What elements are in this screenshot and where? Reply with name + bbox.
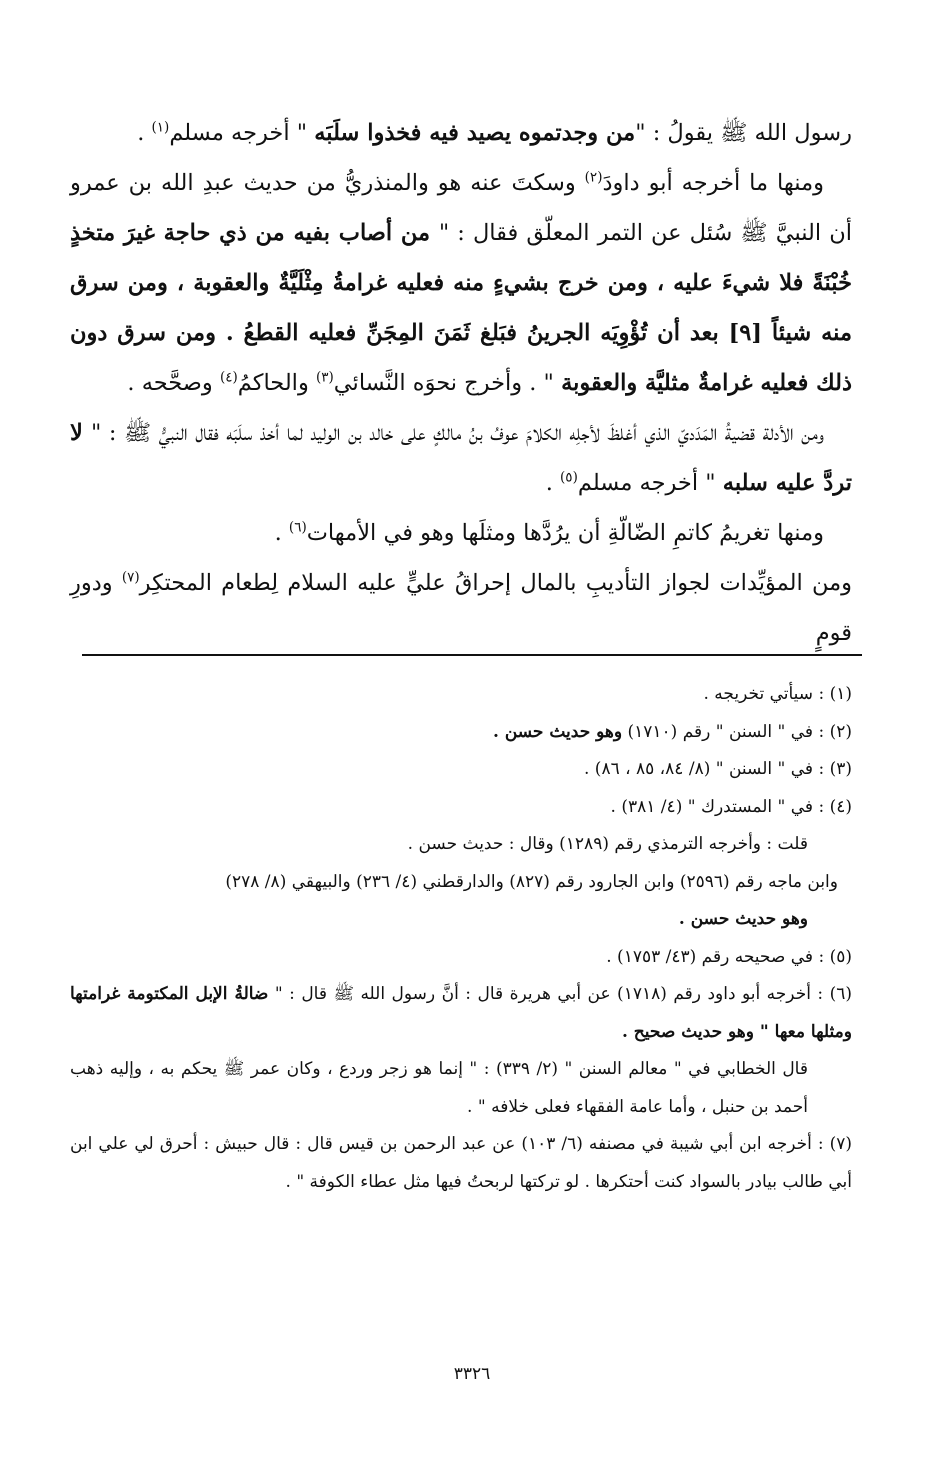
hadith-quote: من أصاب بفيه من ذي حاجة غيرَ متخذٍ خُبْنَةً فلا شيءَ عليه ، ومن خرج بشيءٍ منه فعليه غرامةُ مِثْلَيَّةٌ والعقوبة ، ومن سرق منه شيئاً [٩] بعد أن تُؤْوِيَه الجرينُ فبَلغ ثَمَنَ المِجَنِّ فعليه القطعُ . ومن سرق دون ذلك فعليه غرامةٌ مثليَّة والعقوبة — [70, 220, 852, 396]
footnote-6-note: قال الخطابي في " معالم السنن " (٢/ ٣٣٩) : " إنما هو زجر وردع ، وكان عمر ﷺ يحكم به ، وإليه ذهب أحمد بن حنبل ، وأما عامة الفقهاء فعلى خلافه " . — [70, 1059, 808, 1117]
main-text — [70, 108, 852, 658]
paragraph-3: ومن الأدلة قضيةُ المَدَديّ الذي أغلظَ لأجلِه الكلامَ عوفُ بنُ مالكٍ على خالد بن الوليد لما أخذ سلَبَه فقال النبيُّ ﷺ : " لا تردَّ عليه سلبه " أخرجه مسلم$^{(٥)}$ . — [70, 420, 852, 496]
footnote-4: (٤) : في " المستدرك " (٤/ ٣٨١) . — [610, 796, 852, 817]
footnote-ref[interactable]: (٦) — [288, 519, 307, 536]
footnote-separator — [82, 654, 862, 656]
footnote-ref[interactable]: (٧) — [121, 569, 140, 586]
footnote-6: (٦) : أخرجه أبو داود رقم (١٧١٨) عن أبي هريرة قال : أنَّ رسول الله ﷺ قال : " ضالةُ الإبل المكتومة غرامتها ومثلها معها " وهو حديث صحيح . — [70, 984, 852, 1042]
paragraph-5: ومن المؤيِّدات لجواز التأديبِ بالمال إحراقُ عليٍّ عليه السلام لِطعام المحتكِر$^{(٧)}$ ودورِ قومٍ — [70, 569, 852, 646]
paragraph-2: ومنها ما أخرجه أبو داودَ$^{(٢)}$ وسكتَ عنه هو والمنذريُّ من حديث عبدِ الله بن عمرو أن النبيَّ ﷺ سُئل عن التمر المعلّق فقال : " من أصاب بفيه من ذي حاجة غيرَ متخذٍ خُبْنَةً فلا شيءَ عليه ، ومن خرج بشيءٍ منه فعليه غرامةُ مِثْلَيَّةٌ والعقوبة ، ومن سرق منه شيئاً [٩] بعد أن تُؤْوِيَه الجرينُ فبَلغ ثَمَنَ المِجَنِّ فعليه القطعُ . ومن سرق دون ذلك فعليه غرامةٌ مثليَّة والعقوبة " . وأخرج نحوَه النَّسائي$^{(٣)}$ والحاكمُ$^{(٤)}$ وصحَّحه . — [70, 169, 852, 396]
footnote-3: (٣) : في " السنن " (٨/ ٨٤، ٨٥ ، ٨٦) . — [584, 759, 852, 779]
footnote-ref[interactable]: (٢) — [584, 169, 603, 186]
footnotes — [70, 676, 852, 1201]
paragraph-4: ومنها تغريمُ كاتمِ الضّالّةِ أن يرُدَّها ومثلَها وهو في الأمهات$^{(٦)}$ . — [274, 519, 824, 546]
hadith-quote: من وجدتموه يصيد فيه فخذوا سلَبَه — [314, 120, 636, 146]
footnote-1: (١) : سيأتي تخريجه . — [703, 684, 852, 704]
footnote-2: (٢) : في " السنن " رقم (١٧١٠) وهو حديث حسن . — [492, 721, 852, 742]
page-number: ٣٣٢٦ — [453, 1364, 491, 1384]
footnote-4-note: وابن ماجه رقم (٢٥٩٦) وابن الجارود رقم (٨٢٧) والدارقطني (٤/ ٢٣٦) والبيهقي (٨/ ٢٧٨) — [225, 871, 838, 892]
footnote-ref[interactable]: (٥) — [560, 469, 578, 486]
hadith-quote: لا تردَّ عليه سلبه — [70, 420, 852, 496]
footnote-4-note: وهو حديث حسن . — [678, 909, 808, 929]
footnote-ref[interactable]: (٤) — [219, 369, 238, 386]
footnote-7: (٧) : أخرجه ابن أبي شيبة في مصنفه (٦/ ١٠٣) عن عبد الرحمن بن قيس قال : قال حبيش : أحرق لي علي ابن أبي طالب بيادر بالسواد كنت أحتكرها . لو تركتها لربحتُ فيها مثل عطاء الكوفة " . — [70, 1134, 852, 1192]
paragraph-1: رسول الله ﷺ يقولُ : "من وجدتموه يصيد فيه فخذوا سلَبَه " أخرجه مسلم$^{(١)}$ . — [137, 119, 852, 146]
footnote-ref[interactable]: (٣) — [315, 369, 334, 386]
footnote-4-note: قلت : وأخرجه الترمذي رقم (١٢٨٩) وقال : حديث حسن . — [407, 834, 808, 854]
footnote-ref[interactable]: (١) — [151, 119, 170, 136]
footnote-5: (٥) : في صحيحه رقم (٤٣/ ١٧٥٣) . — [606, 946, 852, 967]
